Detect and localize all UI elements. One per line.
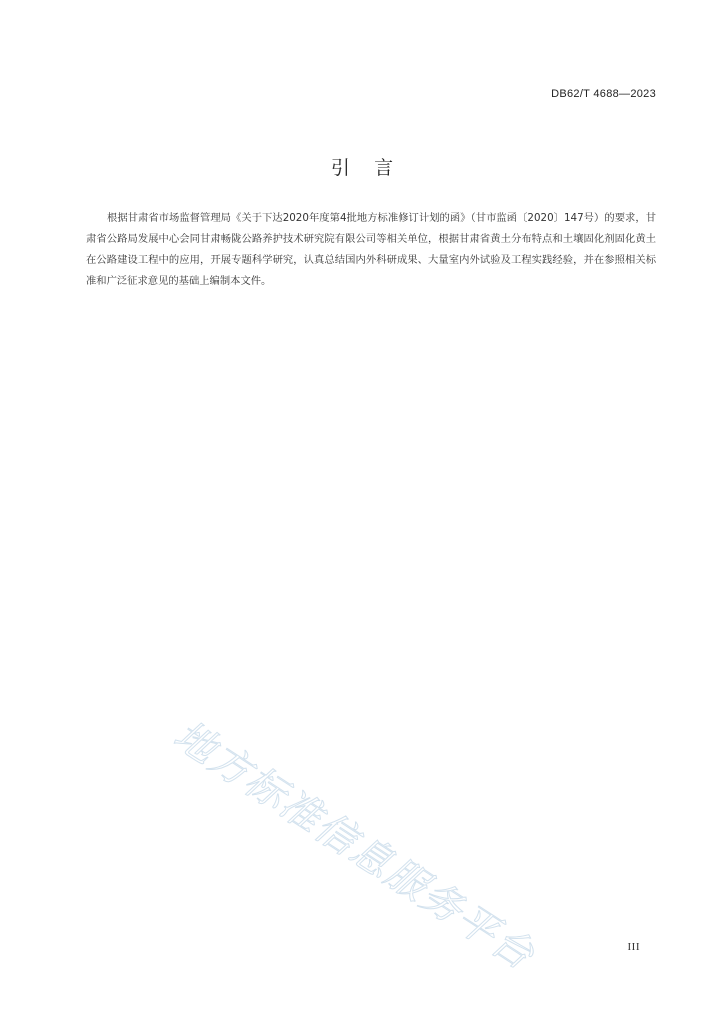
document-code: DB62/T 4688—2023 — [551, 88, 656, 100]
page-number: III — [627, 941, 640, 953]
introduction-paragraph: 根据甘肃省市场监督管理局《关于下达2020年度第4批地方标准修订计划的函》（甘市监函〔2020〕147号）的要求，甘肃省公路局发展中心会同甘肃畅陇公路养护技术研究院有限公司等相关单位，根据甘肃省黄土分布特点和土壤固化剂固化黄土在公路建设工程中的应用，开展专题科学研究，认真总结国内外科研成果、大量室内外试验及工程实践经验，并在参照相关标准和广泛征求意见的基础上编制本文件。 — [86, 212, 656, 287]
watermark: 地方标准信息服务平台 — [165, 712, 543, 980]
section-title: 引 言 — [330, 157, 394, 179]
